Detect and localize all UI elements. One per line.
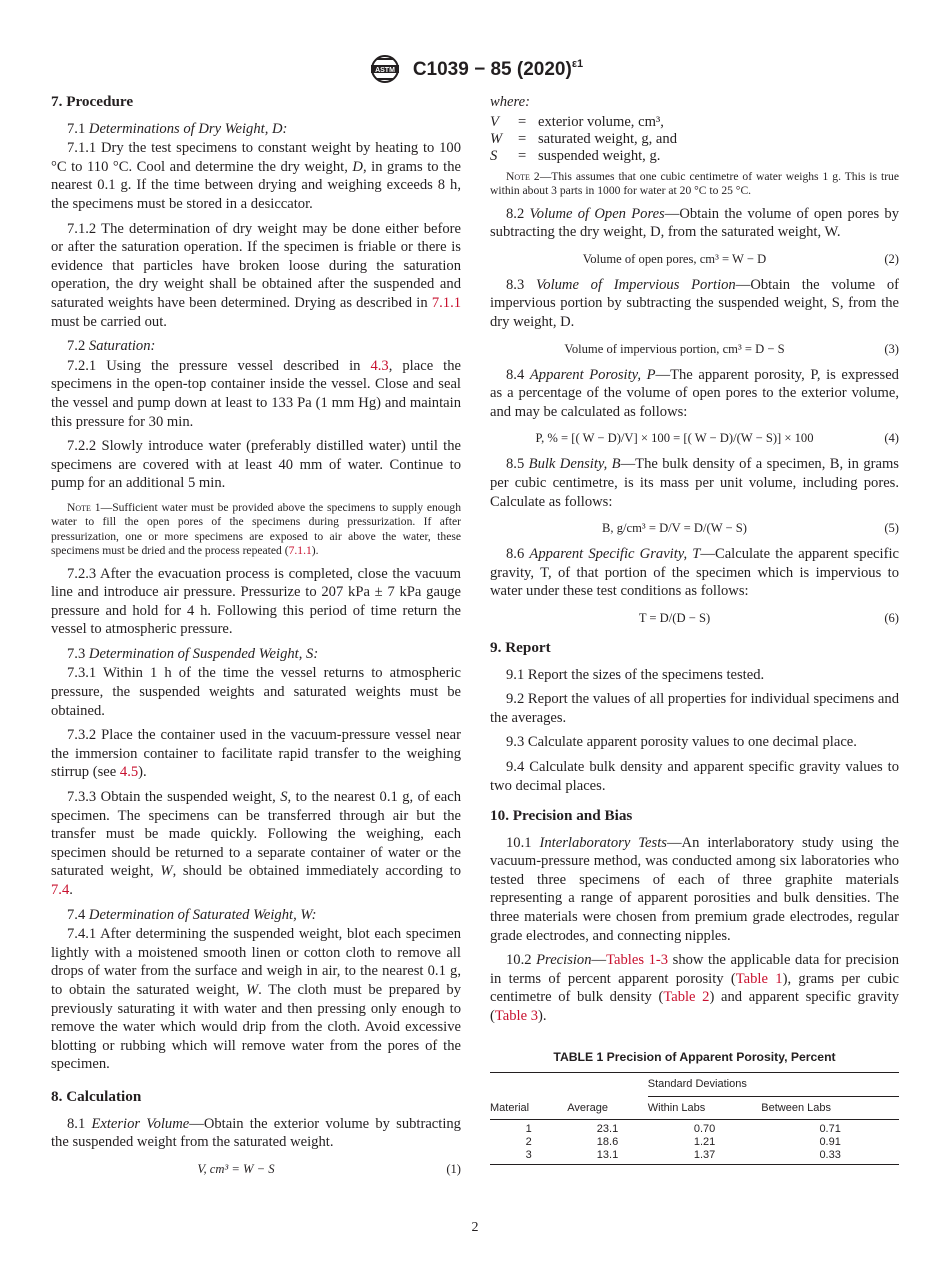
para-10-2: 10.2 Precision—Tables 1-3 show the applicable data for precision in terms of percent apparent porosity (Table 1), grams per cubic centimetre of bulk density (Table 2) and apparent specific gravity (Table 3). — [490, 952, 900, 1025]
para-7-2-1: 7.2.1 Using the pressure vessel described in 4.3, place the specimens in the open-top container inside the vessel. Close and seal the vessel and pump down at least to 133 Pa (1 mm Hg) and maintain this pressure for 30 min. — [51, 357, 462, 430]
table-cell: 2 — [525, 1136, 532, 1148]
table-header-material: Material — [490, 1101, 530, 1114]
table-cell: 3 — [525, 1148, 532, 1161]
svg-text:ASTM: ASTM — [374, 66, 395, 74]
table-cell: 1.37 — [693, 1148, 716, 1161]
table-1-title: TABLE 1 Precision of Apparent Porosity, Percent — [553, 1049, 836, 1064]
link-7-1-1-note[interactable]: 7.1.1 — [288, 544, 312, 558]
para-7-2: 7.2 Saturation: — [67, 338, 156, 355]
para-9-1: 9.1 Report the sizes of the specimens tested. — [506, 666, 765, 683]
section-10-title: 10. Precision and Bias — [490, 807, 633, 825]
variable-row: V = exterior volume, cm³, — [490, 113, 664, 130]
table-cell: 0.71 — [819, 1123, 841, 1136]
equation-1: V, cm³ = W − S (1) — [197, 1161, 461, 1176]
equation-2: Volume of open pores, cm³ = W − D (2) — [582, 251, 899, 266]
table-cell: 18.6 — [596, 1136, 619, 1148]
para-7-2-3: 7.2.3 After the evacuation process is completed, close the vacuum line and introduce air pressure. Pressurize to 207 kPa ± 7 kPa gauge pressure and hold for 4 h. Following this period of time return the vessel to atmospheric pressure. — [51, 565, 461, 638]
para-7-1: 7.1 Determinations of Dry Weight, D: — [67, 120, 288, 137]
table-cell: 0.33 — [819, 1148, 841, 1161]
table-cell: 0.91 — [819, 1136, 841, 1148]
astm-logo-icon — [367, 54, 403, 84]
para-7-1-1: 7.1.1 Dry the test specimens to constant weight by heating to 100 °C to 110 °C. Cool and determine the dry weight, D, in grams to the nearest 0.1 g. If the time between drying and weighing exceeds 8 h, the specimens must be stored in a desiccator. — [51, 140, 461, 212]
link-7-4[interactable]: 7.4 — [51, 882, 70, 898]
table-header-between: Between Labs — [761, 1101, 832, 1114]
note-2: Note 2—This assumes that one cubic centimetre of water weighs 1 g. This is true within about 3 parts in 1000 for water at 20 °C to 25 °C. — [490, 169, 899, 198]
link-table-2[interactable]: Table 2 — [663, 989, 710, 1006]
para-8-2: 8.2 Volume of Open Pores—Obtain the volume of open pores by subtracting the dry weight, D, from the saturated weight, W. — [490, 205, 899, 241]
variable-row: S = suspended weight, g. — [490, 148, 661, 165]
equation-6: T = D/(D − S) (6) — [638, 610, 899, 625]
para-7-1-2: 7.1.2 The determination of dry weight may be done either before or after the saturation operation. If the specimen is friable or there is evidence that particles have broken loose during the saturation operation, the dry weight shall be obtained after the suspended and saturated weights have been determined. Drying as described in 7.1.1 must be carried out. — [51, 220, 462, 330]
table-row — [490, 1120, 899, 1136]
table-cell: 0.70 — [693, 1123, 716, 1136]
para-7-2-2: 7.2.2 Slowly introduce water (preferably distilled water) until the specimens are covered with at least 40 mm of water. Continue to pump for an additional 5 min. — [51, 438, 461, 492]
where-label: where: — [490, 94, 530, 110]
table-header-spacer — [490, 1073, 567, 1097]
section-7-title: 7. Procedure — [51, 93, 134, 110]
link-4-3[interactable]: 4.3 — [370, 357, 389, 374]
link-4-5[interactable]: 4.5 — [119, 764, 139, 781]
para-8-1: 8.1 Exterior Volume—Obtain the exterior volume by subtracting the suspended weight from the saturated weight. — [51, 1115, 461, 1151]
link-table-3[interactable]: Table 3 — [494, 1008, 539, 1025]
section-9-title: 9. Report — [490, 638, 551, 656]
para-9-2: 9.2 Report the values of all properties for individual specimens and the averages. — [490, 691, 899, 726]
table-cell: 23.1 — [596, 1123, 619, 1136]
precision-table — [490, 1072, 899, 1165]
document-designation: C1039 − 85 $(2020)^{\varepsilon 1}$ — [412, 57, 584, 80]
para-8-6: 8.6 Apparent Specific Gravity, T—Calculate the apparent specific gravity, T, of that portion of the specimen which is impervious to water under these test conditions as follows: — [490, 546, 899, 600]
para-7-3-1: 7.3.1 Within 1 h of the time the vessel returns to atmospheric pressure, the suspended weights and saturated weights must be obtained. — [51, 665, 461, 719]
table-cell: 13.1 — [596, 1148, 619, 1161]
link-tables-1-3[interactable]: Tables 1-3 — [606, 952, 669, 969]
equation-5: B, g/cm³ = D/V = D/(W − S) (5) — [602, 521, 899, 536]
table-header-within: Within Labs — [647, 1101, 706, 1114]
table-row — [490, 1149, 899, 1165]
para-7-3: 7.3 Determination of Suspended Weight, S: — [67, 645, 319, 662]
right-column — [490, 93, 899, 1165]
table-cell: 1 — [525, 1123, 532, 1136]
table-header-spacer — [567, 1073, 648, 1097]
para-10-1: 10.1 Interlaboratory Tests—An interlaboratory study using the vacuum-pressure method, was conducted among six laboratories who tested three specimens of each of three graphite materials representing a range of apparent porosities and bulk densities. The three materials were chosen from premium grade electrodes, regular grade electrodes, and connecting nipples. — [490, 834, 899, 944]
equation-3: Volume of impervious portion, cm³ = D − S (3) — [564, 341, 899, 356]
link-table-1[interactable]: Table 1 — [735, 970, 783, 987]
variable-row: W = saturated weight, g, and — [490, 131, 678, 147]
variable-list — [490, 114, 899, 166]
page-number: 2 — [471, 1220, 479, 1235]
page-header — [0, 54, 950, 84]
table-header-average: Average — [567, 1101, 609, 1114]
para-7-4-1: 7.4.1 After determining the suspended weight, blot each specimen lightly with a moistened smooth linen or cotton cloth to remove all drops of water from the surface and weigh in air, to the nearest 0.1 g, to obtain the saturated weight, W. The cloth must be prepared by previously saturating it with water and then pressing only enough to remove the water which would drip from the cloth. Avoid excessive blotting or rubbing which will remove water from the pores of the specimen. — [51, 926, 462, 1073]
para-9-4: 9.4 Calculate bulk density and apparent specific gravity values to two decimal places. — [490, 758, 899, 794]
table-row — [490, 1136, 899, 1149]
para-7-3-3: 7.3.3 Obtain the suspended weight, S, to the nearest 0.1 g, of each specimen. The specimens can be transferred through air but the transfer must be made quickly. Following the weighing, each specimen should be returned to a separate container of water or the saturated weight, W, should be obtained immediately according to 7.4. — [51, 789, 462, 898]
table-group-header: Standard Deviations — [648, 1073, 899, 1097]
link-7-1-1[interactable]: 7.1.1 — [431, 294, 462, 311]
para-8-5: 8.5 Bulk Density, B—The bulk density of a specimen, B, in grams per cubic centimetre, is its mass per unit volume, including pores. Calculate as follows: — [490, 456, 899, 510]
note-1: Note 1—Sufficient water must be provided above the specimens to supply enough water to fill the open pores of the specimens during pressurization. If after pressurization, one or more specimens are exposed to air above the water, these specimens must be dried and the process repeated (7.1.1). — [51, 500, 461, 558]
table-cell: 1.21 — [693, 1136, 716, 1148]
para-7-4: 7.4 Determination of Saturated Weight, W: — [67, 906, 317, 923]
left-column — [51, 93, 461, 1186]
para-9-3: 9.3 Calculate apparent porosity values to one decimal place. — [506, 734, 857, 751]
para-8-4: 8.4 Apparent Porosity, P—The apparent porosity, P, is expressed as a percentage of the volume of open pores to the exterior volume, and may be calculated as follows: — [490, 366, 899, 420]
para-7-3-2: 7.3.2 Place the container used in the vacuum-pressure vessel near the immersion container to facilitate rapid transfer to the weighing stirrup (see 4.5). — [51, 727, 461, 781]
para-8-3: 8.3 Volume of Impervious Portion—Obtain the volume of impervious portion by subtracting the suspended weight, S, from the dry weight, D. — [490, 276, 899, 330]
equation-4: P, % = [( W − D)/V] × 100 = [( W − D)/(W − S)] × 100 (4) — [535, 431, 899, 446]
section-8-title: 8. Calculation — [51, 1087, 142, 1105]
